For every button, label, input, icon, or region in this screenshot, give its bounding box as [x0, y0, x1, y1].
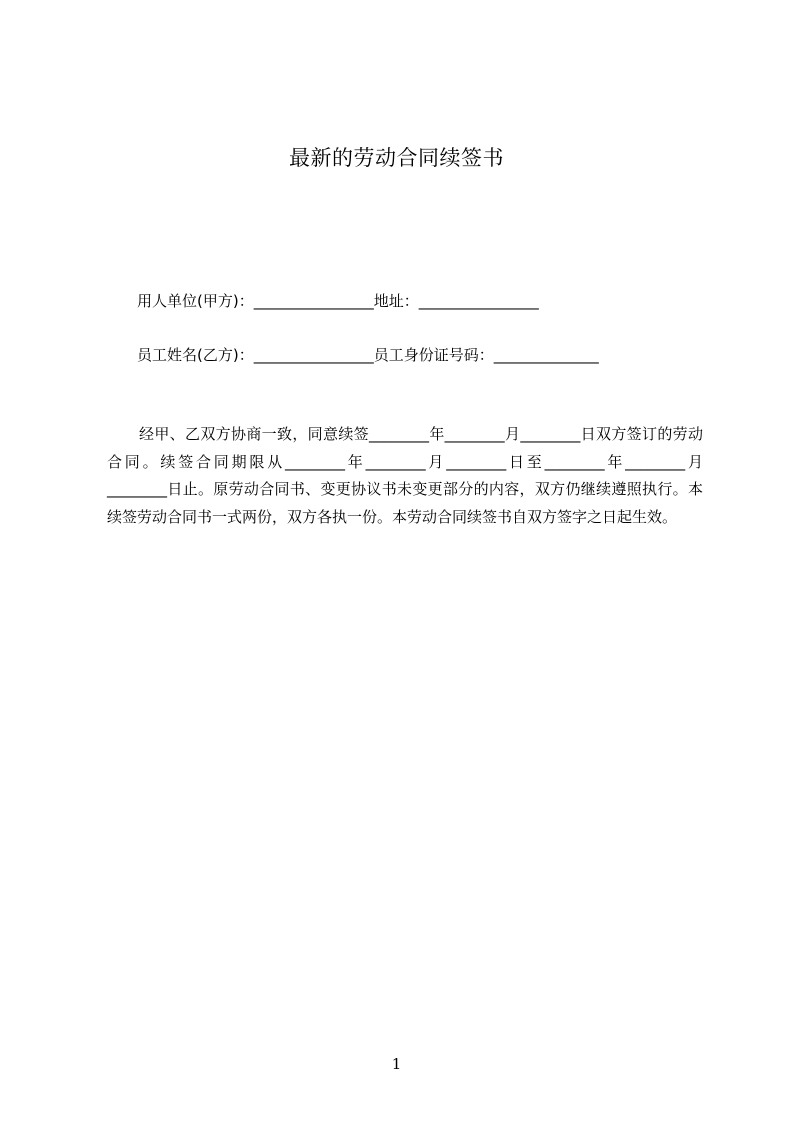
contract-body-paragraph: 经甲、乙双方协商一致，同意续签________年________月________日双方签订的劳动合同。续签合同期限从________年________月________日至________年________月________日止。原劳动合同书、变更协议书未变更部分的内容，双方仍继续遵照执行。本续签劳动合同书一式两份，双方各执一份。本劳动合同续签书自双方签字之日起生效。	[107, 425, 703, 526]
employer-address-field-line: 用人单位(甲方)：________________地址：________________	[137, 292, 539, 310]
page-number: 1	[391, 1055, 402, 1073]
employee-id-field-line: 员工姓名(乙方)：________________员工身份证号码：______________	[137, 346, 599, 364]
document-title: 最新的劳动合同续签书	[289, 146, 504, 170]
